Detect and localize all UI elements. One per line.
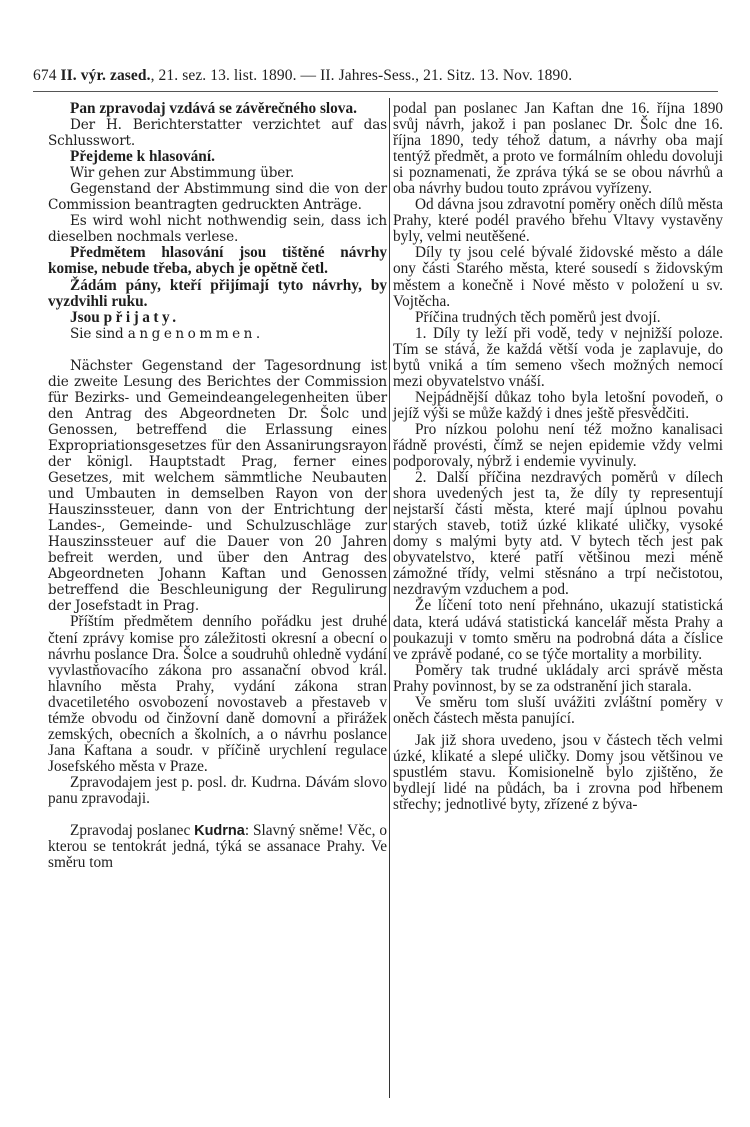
paragraph: Zpravodajem jest p. posl. dr. Kudrna. Dávám slovo panu zpravodaji.: [48, 773, 387, 807]
german-session-label: II. Jahres-Sess., 21. Sitz. 13. Nov. 1890.: [320, 67, 573, 84]
paragraph: Ve směru tom sluší uvážiti zvláštní poměry v oněch částech města panující.: [393, 693, 723, 727]
vote-result-german-spaced: angenommen.: [127, 325, 264, 342]
vote-result-german-prefix: Sie sind: [70, 325, 128, 342]
right-column: [393, 101, 723, 813]
paragraph: Příčina trudných těch poměrů jest dvojí.: [415, 308, 661, 326]
paragraph-german: Nächster Gegenstand der Tagesordnung ist die zweite Lesung des Berichtes der Commission für Bezirks- und Gemeindeangelegenheiten über den Antrag des Abgeordneten Dr. Šolc und Genossen, betreffend die Erlassung eines Expropriationsgesetzes für den Assanirungsrayon der königl. Hauptstadt Prag, ferner eines Gesetzes, mit welchem sämmtliche Neubauten und Umbauten in demselben Rayon von der Hauszinssteuer, dann von der Entrichtung der Landes-, Gemeinde- und Schulzuschläge zur Hauszinssteuer auf die Dauer von 20 Jahren befreit werden, und über den Antrag des Abgeordneten Johann Kaftan und Genossen betreffend die Beschleunigung der Regulirung der Josefstadt in Prag.: [48, 357, 387, 615]
paragraph: Jak již shora uvedeno, jsou v částech těch velmi úzké, klikaté a slepé uličky. Domy jsou většinou ve spustlém stavu. Komisionelně bylo zjištěno, že bydlejí lidé na půdách, ba i zrovna pod hřbenem střechy; jednotlivé byty, zřízené z býva-: [393, 731, 723, 814]
paragraph: Pro nízkou polohu není též možno kanalisaci řádně provésti, čímž se nejen epidemie vždy velmi podporovaly, nýbrž i endemie vyvinuly.: [393, 420, 723, 471]
paragraph: podal pan poslanec Jan Kaftan dne 16. října 1890 svůj návrh, jakož i pan poslanec Dr. Šolc dne 16. října 1890, tedy téhož datum, a návrhy oba mají tentýž předmět, a proto ve formálním ohledu dovoluji si poznamenati, že zpráva týká se se obou návrhů a oba návrhy budou touto zprávou vyřízeny.: [393, 100, 723, 198]
page-number: 674: [33, 67, 57, 84]
left-column: [48, 101, 387, 871]
paragraph-german: Wir gehen zur Abstimmung über.: [70, 165, 295, 182]
paragraph: 2. Další příčina nezdravých poměrů v dílech shora uvedených jest ta, že díly ty representují nejstarší části města, které mají úplnou povahu starých staveb, totiž úzké klikaté uličky, vysoké domy s malými byty atd. V bytech těch jest pak obyvatelstvo, které patří většinou mezi méně zámožné třídy, velmi stěsnáno a trpí nečistotou, nezdravým vzduchem a pod.: [393, 469, 723, 599]
vote-result-german: [48, 326, 387, 342]
spacer: [48, 342, 387, 358]
paragraph-german: Gegenstand der Abstimmung sind die von der Commission beantragten gedruckten Anträge.: [48, 181, 387, 214]
paragraph: Od dávna jsou zdravotní poměry oněch dílů města Prahy, které podél pravého břehu Vltavy vystavěny byly, velmi neutěšené.: [393, 196, 723, 246]
paragraph: Díly ty jsou celé bývalé židovské město a dále ony části Starého města, které sousedí s židovským městem a konečně i Nové město v položení u sv. Vojtěcha.: [393, 244, 723, 310]
spacer: [48, 807, 387, 823]
vote-result-prefix: Jsou: [70, 308, 104, 326]
paragraph: Přejdeme k hlasování.: [70, 148, 215, 166]
running-header: [33, 67, 718, 85]
paragraph: Příštím předmětem denního pořádku jest druhé čtení zprávy komise pro záležitosti okresní a obecní o návrhu poslance Dra. Šolce a soudruhů ohledně vydání vyvlastňovacího zákona pro assanační obvod král. hlavního města Prahy, vydání zákona stran dvacetiletého osvobození novostaveb a přestaveb v témže obvodu od činžovní daně domovní a přirážek zemských, obecních a školních, a o návrhu poslance Jana Kaftana a soudr. v příčině urychlení regulace Josefského města v Praze.: [48, 613, 387, 775]
speech-prefix: Zpravodaj poslanec: [70, 822, 195, 840]
paragraph-german: Es wird wohl nicht nothwendig sein, dass ich dieselben nochmals verlese.: [48, 213, 387, 246]
speech-paragraph: [48, 823, 387, 871]
paragraph: 1. Díly ty leží při vodě, tedy v nejnižší poloze. Tím se stává, že každá větší voda je zaplavuje, do bytů vniká a tím semeno všech možných nemocí mezi obyvatelstvo vnáší.: [393, 324, 723, 390]
column-divider: [389, 98, 390, 1098]
paragraph: Nejpádnější důkaz toho byla letošní povodeň, o jejíž výši se může každý i dnes ještě přesvědčiti.: [393, 388, 723, 422]
speaker-name: Kudrna: [194, 823, 245, 840]
paragraph: Poměry tak trudné ukládaly arci správě města Prahy povinnost, by se za odstranění jich starala.: [393, 661, 723, 695]
paragraph: Že líčení toto není přehnáno, ukazují statistická data, která udává statistická kancelář města Prahy a poukazuji v tomto směru na podrobná dáta a číslice ve zprávě podané, co se týče mortality a morbility.: [393, 597, 723, 663]
speech-text: : Slavný sněme! Věc, o kterou se tentokrát jedná, týká se assanace Prahy. Ve směru tom: [48, 822, 387, 872]
paragraph: Pan zpravodaj vzdává se závěrečného slova.: [70, 100, 357, 117]
czech-meeting-date: , 21. sez. 13. list. 1890. —: [150, 67, 321, 84]
paragraph: Předmětem hlasování jsou tištěné návrhy komise, nebude třeba, abych je opětně četl.: [48, 244, 387, 278]
czech-session-label: II. výr. zased.: [60, 67, 151, 84]
vote-result: [48, 310, 387, 326]
header-rule: [33, 91, 718, 92]
paragraph-german: Der H. Berichterstatter verzichtet auf das Schlusswort.: [48, 117, 387, 150]
vote-result-spaced: přijaty.: [103, 308, 180, 326]
paragraph: Žádám pány, kteří přijímají tyto návrhy, by vyzdvihli ruku.: [48, 276, 387, 310]
